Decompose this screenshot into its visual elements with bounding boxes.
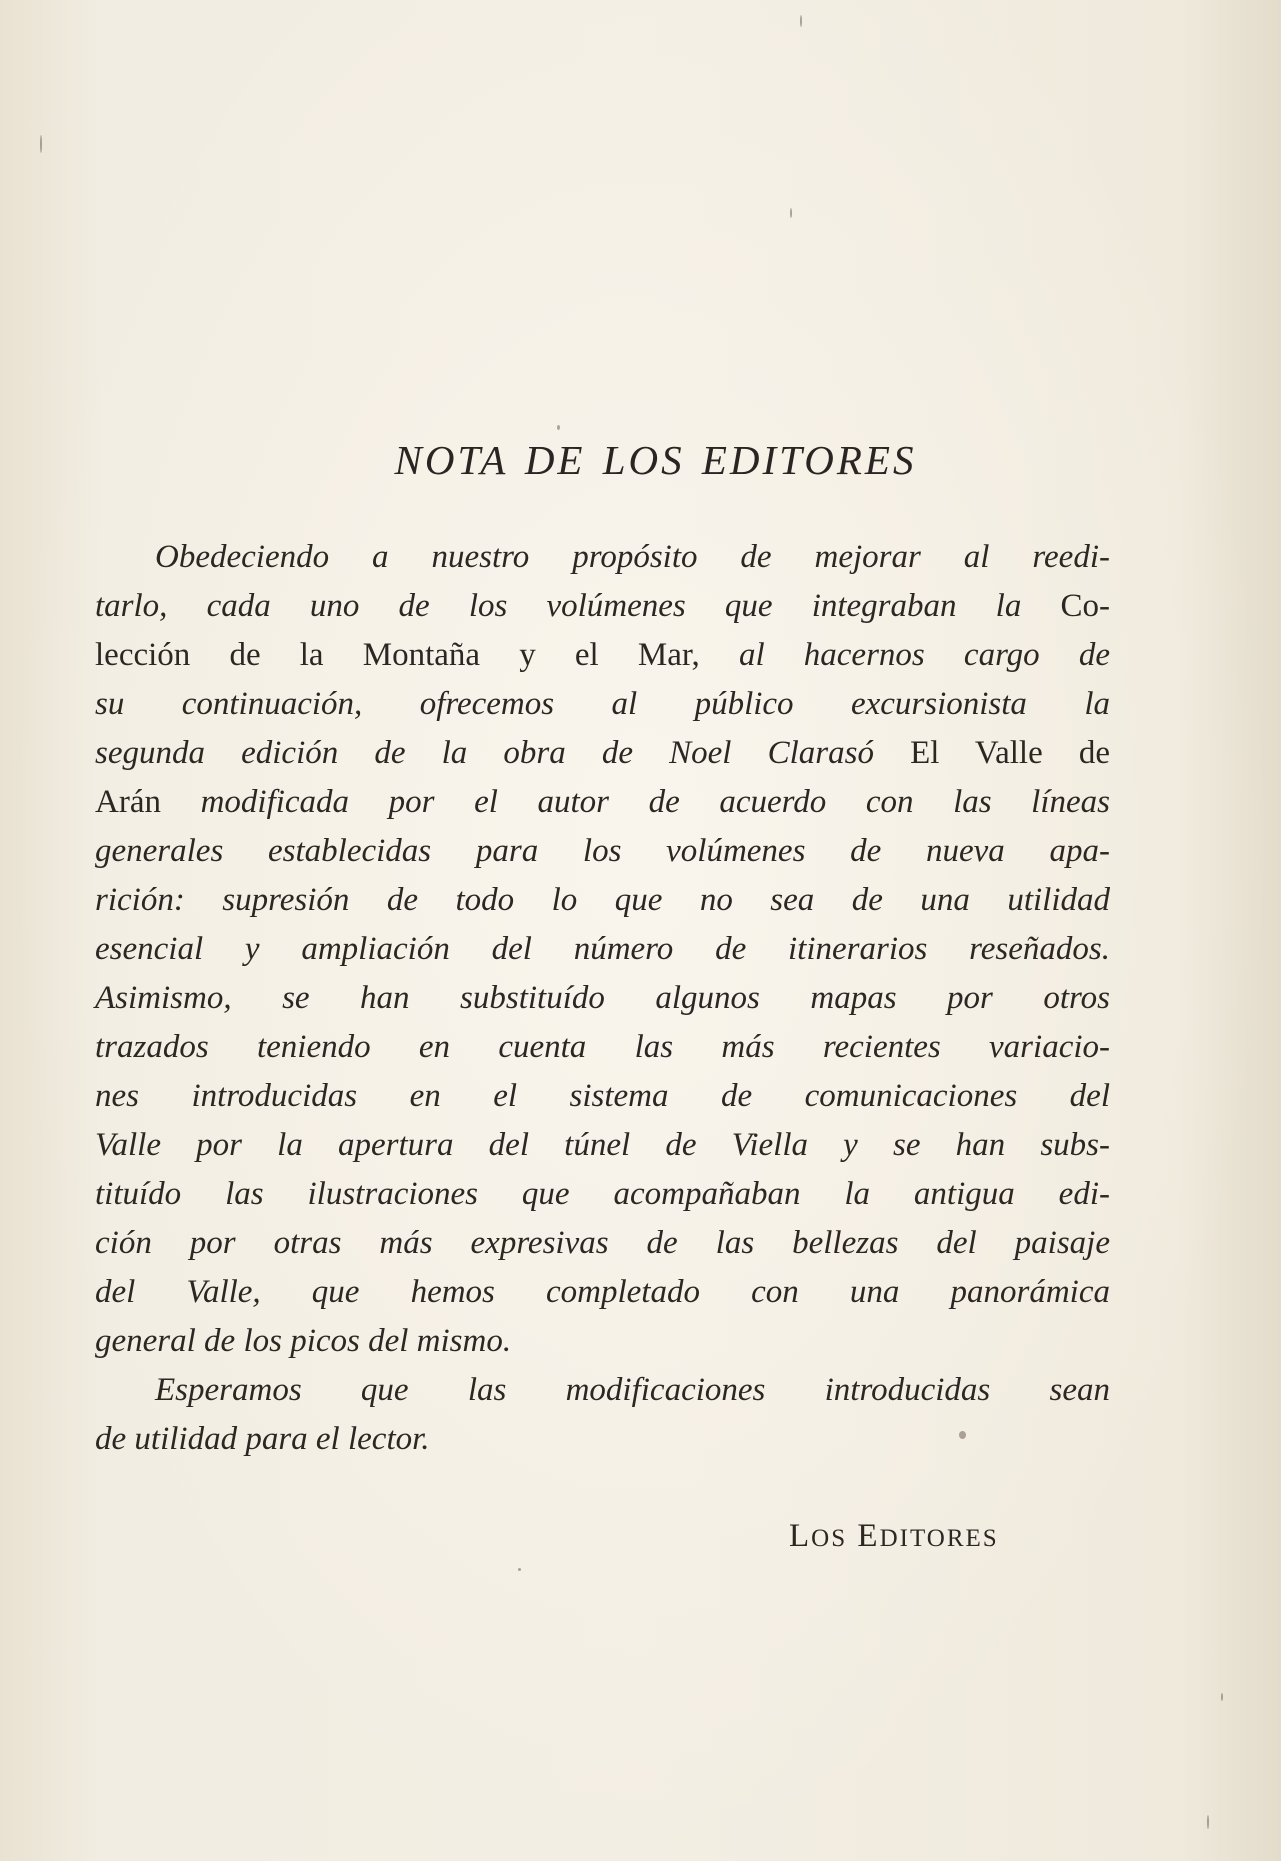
paper-speck: [557, 425, 560, 430]
text-line: Valle por la apertura del túnel de Viella y se han subs-: [95, 1127, 1110, 1163]
text-run: El Valle de: [910, 735, 1110, 771]
text-line: [95, 728, 1110, 778]
text-run: al hacernos cargo de: [738, 637, 1110, 673]
signature-initial: L: [789, 1518, 812, 1554]
text-line: Asimismo, se han substituído algunos mapas por otros: [95, 980, 1110, 1016]
signature-smallcaps: DITORES: [879, 1525, 999, 1552]
text-line: del Valle, que hemos completado con una panorámica: [95, 1274, 1110, 1310]
text-run: lección de la Montaña y el Mar,: [95, 637, 739, 673]
text-line: [95, 630, 1110, 680]
text-line: tituído las ilustraciones que acompañaban la antigua edi-: [95, 1176, 1110, 1212]
text-line: [95, 777, 1110, 827]
paper-speck: [518, 1568, 521, 1571]
signature-initial: E: [857, 1518, 880, 1554]
text-line: generales establecidas para los volúmenes de nueva apa-: [95, 833, 1110, 869]
text-run: modificada por el autor de acuerdo con las líneas: [200, 784, 1110, 820]
text-run: Arán: [95, 784, 201, 820]
text-line: trazados teniendo en cuenta las más recientes variacio-: [95, 1029, 1110, 1065]
paper-speck: [790, 208, 792, 218]
text-run: Co-: [1060, 588, 1110, 624]
text-run: segunda edición de la obra de Noel Clarasó: [95, 735, 911, 771]
text-line: rición: supresión de todo lo que no sea de una utilidad: [95, 882, 1110, 918]
text-line: esencial y ampliación del número de itinerarios reseñados.: [95, 931, 1110, 967]
text-line: su continuación, ofrecemos al público excursionista la: [95, 686, 1110, 722]
text-line: [95, 581, 1110, 631]
paper-speck: [1207, 1815, 1209, 1829]
text-line: nes introducidas en el sistema de comunicaciones del: [95, 1078, 1110, 1114]
text-line: ción por otras más expresivas de las bellezas del paisaje: [95, 1225, 1110, 1261]
signature-los-editores: [789, 1518, 999, 1555]
page-title: NOTA DE LOS EDITORES: [394, 437, 917, 483]
text-line: de utilidad para el lector.: [95, 1421, 430, 1457]
paper-speck: [800, 15, 802, 27]
signature-smallcaps: OS: [811, 1525, 848, 1552]
text-line: Esperamos que las modificaciones introducidas sean: [155, 1372, 1110, 1408]
text-run: tarlo, cada uno de los volúmenes que integraban la: [95, 588, 1061, 624]
text-line: general de los picos del mismo.: [95, 1323, 512, 1359]
paper-speck: [40, 135, 42, 153]
text-line: Obedeciendo a nuestro propósito de mejorar al reedi-: [155, 539, 1110, 575]
paper-speck: [1221, 1693, 1223, 1701]
